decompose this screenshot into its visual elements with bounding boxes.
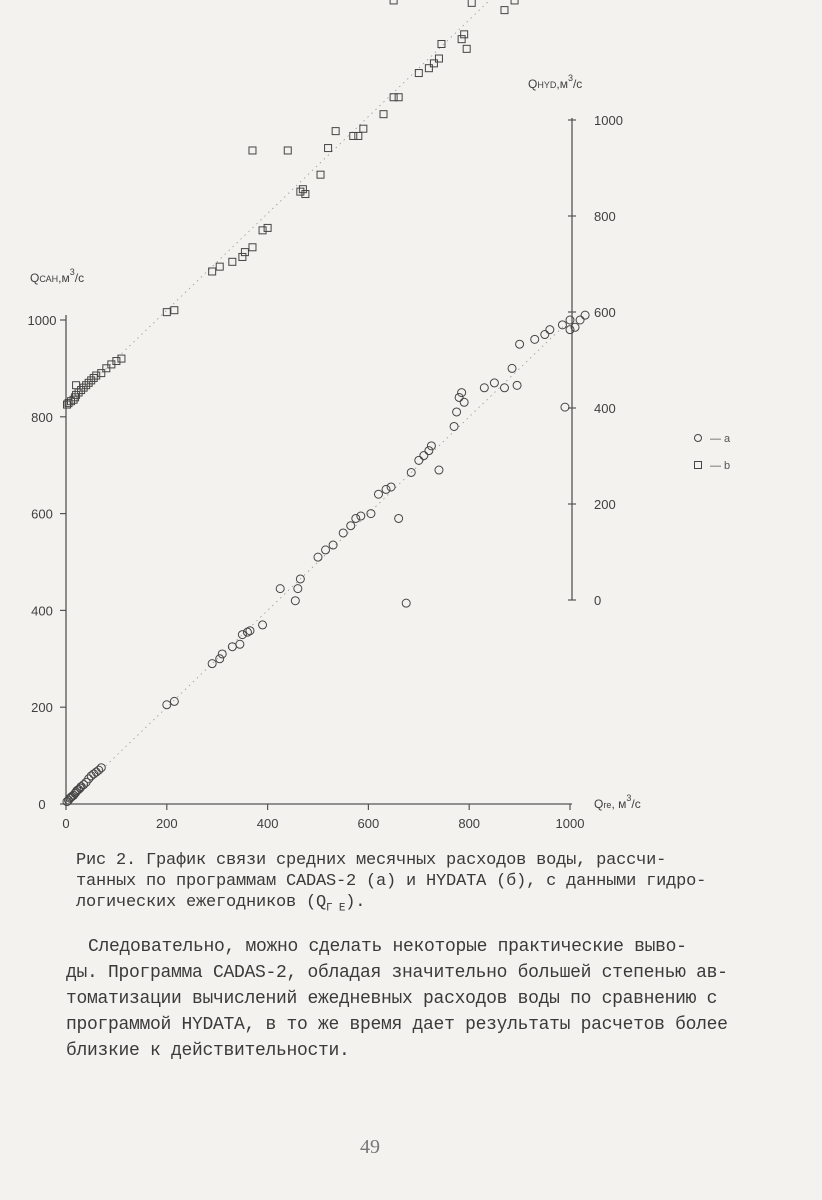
point-a-32 (291, 597, 299, 605)
point-b-34 (302, 191, 309, 198)
point-a-31 (276, 585, 284, 593)
point-b-39 (355, 132, 362, 139)
caption-line-3-text: логических ежегодников (Q (76, 893, 327, 912)
point-a-65 (531, 335, 539, 343)
point-b-52 (463, 45, 470, 52)
point-a-30 (259, 621, 267, 629)
point-a-27 (238, 631, 246, 639)
trend-line-a (66, 320, 570, 804)
chart-axes (28, 0, 623, 831)
point-b-42 (390, 94, 397, 101)
point-a-52 (427, 442, 435, 450)
x-tick-label-200: 200 (155, 816, 178, 831)
point-b-50 (458, 36, 465, 43)
caption-line-3-tail: ). (345, 893, 366, 912)
body-line-1: Следовательно, можно сделать некоторые практические выво- (88, 937, 687, 957)
left-axis-title-part-4: /с (74, 271, 85, 285)
right-axis-title-part-4: /с (572, 77, 583, 91)
body-line-5: близкие к действительности. (66, 1041, 350, 1061)
point-a-70 (566, 326, 574, 334)
caption-line-1: Рис 2. График связи средних месячных расходов воды, рассчи- (76, 851, 667, 870)
x-axis-title-part-3: 3 (626, 793, 632, 803)
point-b-30 (249, 147, 256, 154)
point-a-47 (402, 599, 410, 607)
body-paragraph (66, 934, 786, 1064)
point-a-50 (420, 452, 428, 460)
left-axis-title-part-1: САН (39, 274, 59, 284)
point-b-47 (430, 60, 437, 67)
left-tick-label-1000: 1000 (27, 313, 57, 328)
point-a-57 (458, 389, 466, 397)
point-b-27 (249, 244, 256, 251)
left-axis-title (30, 267, 84, 285)
point-a-69 (561, 403, 569, 411)
left-axis-title-part-3: 3 (69, 267, 75, 277)
point-b-25 (239, 253, 246, 260)
figure-caption (76, 850, 776, 919)
axis-titles (27, 73, 641, 811)
x-axis-title-part-1: ге (603, 800, 612, 810)
point-a-19 (97, 764, 105, 772)
left-tick-label-0: 0 (38, 797, 46, 812)
left-axis-title-part-2: ,м (58, 271, 70, 285)
right-tick-label-200: 200 (594, 497, 616, 512)
point-b-7 (78, 387, 85, 394)
point-b-46 (425, 65, 432, 72)
point-a-58 (460, 398, 468, 406)
point-a-66 (541, 331, 549, 339)
point-b-43 (395, 94, 402, 101)
legend-marker-a (695, 435, 702, 442)
point-a-41 (357, 512, 365, 520)
point-b-32 (297, 188, 304, 195)
point-b-38 (350, 132, 357, 139)
point-a-38 (339, 529, 347, 537)
x-axis-title-part-0: Q (594, 797, 604, 811)
point-a-72 (576, 316, 584, 324)
point-b-19 (73, 382, 80, 389)
point-a-62 (508, 364, 516, 372)
point-b-53 (468, 0, 475, 6)
right-axis-title-part-0: Q (528, 77, 538, 91)
right-tick-label-400: 400 (594, 401, 616, 416)
page-number: 49 (360, 1136, 380, 1158)
point-b-36 (325, 145, 332, 152)
point-a-55 (453, 408, 461, 416)
body-line-4: программой HYDATA, в то же время дает результаты расчетов более (66, 1015, 728, 1035)
point-b-21 (171, 307, 178, 314)
point-a-67 (546, 326, 554, 334)
point-b-18 (118, 355, 125, 362)
point-a-60 (490, 379, 498, 387)
left-tick-label-600: 600 (31, 506, 53, 522)
chart-legend (695, 433, 732, 472)
point-b-20 (163, 309, 170, 316)
x-tick-label-400: 400 (256, 816, 279, 831)
right-axis-title-part-3: 3 (567, 73, 573, 83)
point-b-44 (390, 0, 397, 4)
point-b-41 (380, 111, 387, 118)
body-line-2: ды. Программа CADAS-2, обладая значительно большей степенью ав- (66, 963, 728, 983)
x-axis-title (594, 793, 641, 811)
point-b-11 (88, 377, 95, 384)
trend-line-b (66, 0, 570, 407)
point-a-21 (170, 697, 178, 705)
point-a-53 (435, 466, 443, 474)
point-a-51 (425, 447, 433, 455)
right-tick-label-0: 0 (594, 593, 602, 608)
point-b-49 (438, 41, 445, 48)
point-b-48 (435, 55, 442, 62)
x-tick-label-1000: 1000 (555, 816, 585, 831)
point-a-64 (516, 340, 524, 348)
point-b-54 (501, 7, 508, 14)
point-a-59 (480, 384, 488, 392)
point-b-37 (332, 128, 339, 135)
caption-line-3-sub: Г Е (326, 902, 346, 915)
x-axis-title-part-4: /с (631, 797, 641, 811)
point-b-28 (259, 227, 266, 234)
point-b-24 (229, 258, 236, 265)
point-a-44 (382, 485, 390, 493)
point-b-57 (511, 0, 518, 4)
point-a-39 (347, 522, 355, 530)
point-a-45 (387, 483, 395, 491)
point-a-40 (352, 514, 360, 522)
point-b-26 (241, 249, 248, 256)
caption-line-3 (76, 892, 776, 919)
point-a-33 (294, 585, 302, 593)
point-a-26 (236, 640, 244, 648)
point-a-36 (322, 546, 330, 554)
point-a-46 (395, 514, 403, 522)
legend-marker-b (695, 462, 702, 469)
point-a-63 (513, 381, 521, 389)
point-b-51 (461, 31, 468, 38)
point-a-49 (415, 456, 423, 464)
caption-line-2: танных по программам CADAS-2 (а) и HYDATA (б), с данными гидро- (76, 872, 707, 891)
x-tick-label-0: 0 (62, 816, 70, 831)
right-axis-title-part-1: HYD (537, 80, 557, 90)
point-b-33 (299, 186, 306, 193)
left-tick-label-200: 200 (31, 700, 53, 716)
right-tick-label-1000: 1000 (594, 113, 623, 128)
legend-label-0: — а (710, 433, 731, 445)
point-a-61 (500, 384, 508, 392)
point-b-29 (264, 224, 271, 231)
point-a-35 (314, 553, 322, 561)
legend-label-1: — b (710, 460, 731, 472)
left-axis-title-part-0: Q (30, 271, 40, 285)
x-axis-title-part-2: , м (611, 797, 627, 811)
right-tick-label-600: 600 (594, 305, 616, 320)
point-b-12 (90, 374, 97, 381)
point-a-43 (374, 490, 382, 498)
point-b-35 (317, 171, 324, 178)
point-b-31 (284, 147, 291, 154)
point-b-45 (415, 70, 422, 77)
right-tick-label-800: 800 (594, 209, 616, 224)
point-a-29 (246, 627, 254, 635)
right-axis-title (528, 73, 582, 91)
left-tick-label-800: 800 (31, 409, 53, 425)
x-tick-label-800: 800 (458, 816, 481, 831)
point-a-54 (450, 422, 458, 430)
point-a-56 (455, 393, 463, 401)
point-b-23 (216, 263, 223, 270)
chart-points (63, 0, 589, 806)
left-tick-label-400: 400 (31, 603, 53, 619)
right-axis-title-part-2: ,м (556, 77, 568, 91)
point-b-40 (360, 125, 367, 132)
point-a-73 (581, 311, 589, 319)
x-tick-label-600: 600 (357, 816, 380, 831)
point-b-10 (85, 379, 92, 386)
body-line-3: томатизации вычислений ежедневных расходов воды по сравнению с (66, 989, 718, 1009)
